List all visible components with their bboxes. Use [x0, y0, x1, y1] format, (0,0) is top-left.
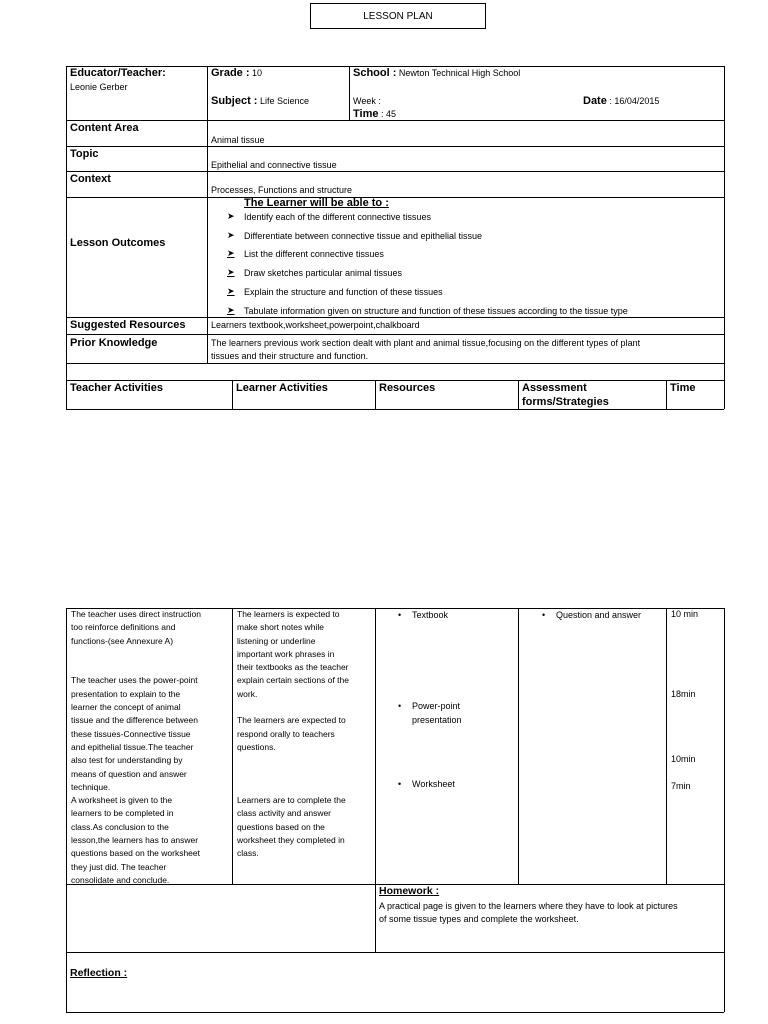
learner-line: worksheet they completed in — [237, 835, 345, 846]
resource-textbook: • Textbook — [412, 610, 448, 620]
assessment-question-answer: • Question and answer — [556, 610, 641, 620]
context-label: Context — [70, 173, 111, 185]
prior-knowledge-line: The learners previous work section dealt with plant and animal tissue,focusing on the different types of plant — [211, 338, 641, 348]
resource-powerpoint: • Power-point — [412, 701, 460, 711]
teacher-line — [71, 661, 231, 674]
suggested-resources-value: Learners textbook,worksheet,powerpoint,chalkboard — [211, 320, 420, 330]
time-entry: 7min — [671, 781, 691, 791]
homework-line: A practical page is given to the learners where they have to look at pictures — [379, 901, 678, 911]
learner-line: The learners are expected to — [237, 715, 346, 726]
teacher-line: technique. — [71, 781, 111, 792]
teacher-line: consolidate and conclude. — [71, 874, 170, 885]
time-entry: 10 min — [671, 609, 699, 619]
assessment-header: Assessment — [522, 382, 587, 394]
grade-field — [211, 67, 262, 79]
teacher-line: they just did. The teacher — [71, 861, 167, 872]
teacher-activities-cell — [71, 608, 231, 887]
arrow-bullet-icon: ➤ — [227, 267, 235, 277]
educator-label: Educator/Teacher: — [70, 67, 166, 79]
subject-field — [211, 95, 309, 107]
outcome-item: Identify each of the different connective tissues — [244, 212, 431, 222]
learner-line: questions based on the — [237, 821, 325, 832]
teacher-line — [71, 648, 231, 661]
learner-line: The learners is expected to — [237, 609, 340, 619]
learner-line: questions. — [237, 741, 276, 752]
week-label: Week : — [353, 96, 381, 106]
time-label: Time — [353, 108, 379, 120]
learner-line: Learners are to complete the — [237, 795, 346, 806]
topic-value: Epithelial and connective tissue — [211, 160, 337, 170]
resources-header: Resources — [379, 382, 436, 394]
teacher-line: A worksheet is given to the — [71, 795, 173, 806]
homework-label: Homework : — [379, 885, 440, 897]
school-label: School : — [353, 67, 397, 79]
teacher-activities-header: Teacher Activities — [70, 382, 163, 394]
outcome-item: Tabulate information given on structure and function of these tissues according to the tissue type — [244, 306, 628, 316]
outcome-item: List the different connective tissues — [244, 249, 384, 259]
resource-powerpoint-line2: presentation — [412, 715, 462, 725]
arrow-bullet-icon: ➤ — [227, 211, 235, 221]
learner-line — [237, 781, 374, 794]
teacher-line: The teacher uses direct instruction — [71, 609, 201, 619]
learner-activities-cell — [237, 608, 374, 861]
outcome-item: Differentiate between connective tissue and epithelial tissue — [244, 231, 482, 241]
learner-line: class. — [237, 848, 259, 859]
teacher-line: questions based on the worksheet — [71, 848, 201, 859]
learner-line — [237, 701, 374, 714]
date-value: : 16/04/2015 — [609, 96, 660, 106]
outcome-item: Draw sketches particular animal tissues — [244, 268, 403, 278]
subject-label: Subject : — [211, 95, 258, 107]
learner-activities-header: Learner Activities — [236, 382, 328, 394]
suggested-resources-label: Suggested Resources — [70, 319, 186, 331]
homework-line: of some tissue types and complete the worksheet. — [379, 914, 579, 924]
time-field — [353, 108, 396, 120]
outcome-item: Explain the structure and function of these tissues — [244, 287, 443, 297]
teacher-line: these tissues-Connective tissue — [71, 728, 191, 739]
teacher-line: too reinforce definitions and — [71, 622, 176, 633]
teacher-line: functions-(see Annexure A) — [71, 635, 174, 646]
arrow-bullet-icon: ➤ — [227, 286, 235, 296]
reflection-label: Reflection : — [70, 967, 128, 979]
lesson-outcomes-label: Lesson Outcomes — [70, 237, 166, 249]
learner-line: make short notes while — [237, 622, 324, 633]
learner-line — [237, 754, 374, 767]
teacher-line: presentation to explain to the — [71, 688, 181, 699]
prior-knowledge-line: tissues and their structure and function. — [211, 351, 369, 361]
arrow-bullet-icon: ➤ — [227, 230, 235, 240]
learner-line: their textbooks as the teacher — [237, 662, 349, 673]
learner-line — [237, 768, 374, 781]
subject-value: Life Science — [259, 96, 309, 106]
topic-label: Topic — [70, 148, 99, 160]
assessment-header-line2: forms/Strategies — [522, 396, 609, 408]
time-header: Time — [670, 382, 696, 394]
teacher-line: and epithelial tissue.The teacher — [71, 741, 194, 752]
school-field — [353, 67, 520, 79]
grade-label: Grade : — [211, 67, 250, 79]
teacher-line: means of question and answer — [71, 768, 187, 779]
time-entry: 10min — [671, 754, 696, 764]
content-area-label: Content Area — [70, 122, 139, 134]
arrow-bullet-icon: ➤ — [227, 305, 235, 315]
teacher-line: tissue and the difference between — [71, 715, 198, 726]
date-field — [583, 95, 659, 107]
time-entry: 18min — [671, 689, 696, 699]
learner-line: listening or underline — [237, 635, 316, 646]
grade-value: 10 — [252, 68, 263, 78]
teacher-line: learners to be completed in — [71, 808, 174, 819]
teacher-line: lesson,the learners has to answer — [71, 835, 199, 846]
context-value: Processes, Functions and structure — [211, 185, 353, 195]
learner-line: important work phrases in — [237, 648, 335, 659]
outcomes-heading: The Learner will be able to : — [244, 197, 389, 209]
page-title: LESSON PLAN — [310, 3, 486, 29]
time-value: : 45 — [381, 109, 397, 119]
teacher-line: also test for understanding by — [71, 755, 183, 766]
learner-line: work. — [237, 688, 258, 699]
teacher-line: The teacher uses the power-point — [71, 675, 198, 686]
teacher-line: class.As conclusion to the — [71, 821, 169, 832]
arrow-bullet-icon: ➤ — [227, 248, 235, 258]
date-label: Date — [583, 95, 607, 107]
teacher-line: learner the concept of animal — [71, 702, 181, 713]
resource-worksheet: • Worksheet — [412, 779, 455, 789]
learner-line: explain certain sections of the — [237, 675, 349, 686]
school-value: Newton Technical High School — [398, 68, 521, 78]
educator-name: Leonie Gerber — [70, 82, 128, 92]
content-area-value: Animal tissue — [211, 135, 265, 145]
prior-knowledge-label: Prior Knowledge — [70, 337, 158, 349]
learner-line: class activity and answer — [237, 808, 332, 819]
learner-line: respond orally to teachers — [237, 728, 335, 739]
